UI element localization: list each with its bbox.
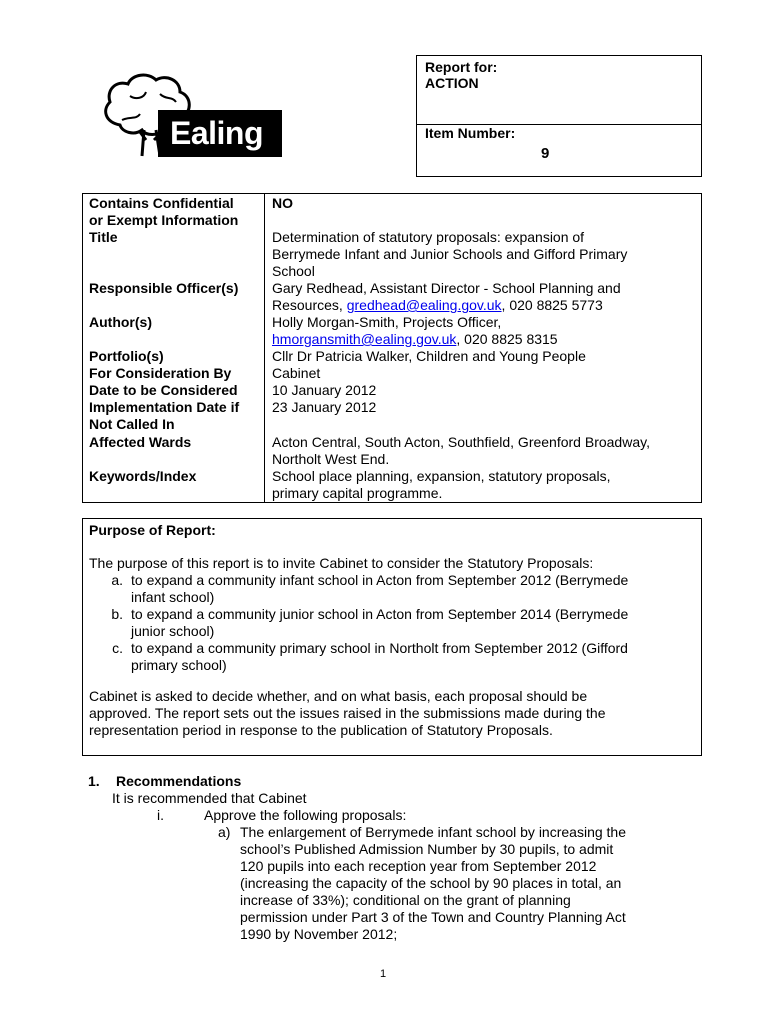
- purpose-item-line: to expand a community junior school in Acton from September 2014 (Berrymede: [131, 606, 629, 622]
- implementation-label: [89, 399, 261, 433]
- officer-value-line: Gary Redhead, Assistant Director - School Planning and: [272, 280, 621, 296]
- wards-label: Affected Wards: [89, 434, 192, 450]
- wards-value-line: Northolt West End.: [272, 451, 390, 467]
- recommendations-intro: It is recommended that Cabinet: [112, 790, 307, 806]
- report-for-label: Report for:: [425, 59, 498, 75]
- portfolio-label: Portfolio(s): [89, 348, 164, 364]
- ealing-logo: [100, 70, 282, 160]
- purpose-item-line: to expand a community primary school in Northolt from September 2012 (Gifford: [131, 640, 628, 656]
- implementation-value: 23 January 2012: [272, 399, 377, 415]
- purpose-closing-line: approved. The report sets out the issues raised in the submissions made during the: [89, 705, 606, 721]
- purpose-item-marker: a.: [111, 572, 123, 588]
- title-value-line: School: [272, 263, 315, 279]
- recommendation-line: (increasing the capacity of the school by 90 places in total, an: [240, 875, 622, 891]
- purpose-intro: The purpose of this report is to invite Cabinet to consider the Statutory Proposals:: [89, 555, 594, 571]
- report-box: [416, 55, 702, 177]
- recommendations-heading: Recommendations: [116, 773, 242, 789]
- date-label: Date to be Considered: [89, 382, 238, 398]
- purpose-closing-line: Cabinet is asked to decide whether, and on what basis, each proposal should be: [89, 688, 588, 704]
- title-value-line: Berrymede Infant and Junior Schools and Gifford Primary: [272, 246, 628, 262]
- consideration-label: For Consideration By: [89, 365, 232, 381]
- keywords-value-line: School place planning, expansion, statutory proposals,: [272, 468, 611, 484]
- table-column-divider: [264, 194, 265, 502]
- purpose-item-marker: c.: [112, 640, 123, 656]
- implementation-label-line: Not Called In: [89, 416, 175, 432]
- report-for-value: ACTION: [425, 75, 479, 91]
- confidential-label-line: Contains Confidential: [89, 195, 234, 211]
- officer-phone: , 020 8825 5773: [501, 297, 603, 313]
- consideration-value: Cabinet: [272, 365, 321, 381]
- recommendation-line: The enlargement of Berrymede infant school by increasing the: [240, 824, 626, 840]
- author-value-line: [272, 331, 700, 348]
- author-email-link[interactable]: hmorgansmith@ealing.gov.uk: [272, 331, 457, 347]
- recommendations-number: 1.: [88, 773, 100, 789]
- logo-wordmark: Ealing: [158, 110, 282, 157]
- purpose-closing: [89, 688, 693, 739]
- author-label: Author(s): [89, 314, 152, 330]
- purpose-box: [82, 518, 702, 756]
- officer-value-line: [272, 297, 700, 314]
- date-value: 10 January 2012: [272, 382, 377, 398]
- keywords-value: [272, 468, 700, 502]
- purpose-item-line: primary school): [131, 657, 227, 673]
- title-value-line: Determination of statutory proposals: expansion of: [272, 229, 585, 245]
- purpose-item-text: [131, 640, 691, 674]
- info-table: [82, 193, 702, 503]
- wards-value-line: Acton Central, South Acton, Southfield, Greenford Broadway,: [272, 434, 650, 450]
- keywords-value-line: primary capital programme.: [272, 485, 443, 501]
- page-number: 1: [380, 968, 387, 980]
- recommendation-line: permission under Part 3 of the Town and Country Planning Act: [240, 909, 626, 925]
- author-value-line: Holly Morgan-Smith, Projects Officer,: [272, 314, 502, 330]
- title-label: Title: [89, 229, 118, 245]
- recommendation-line: 1990 by November 2012;: [240, 926, 398, 942]
- officer-label: Responsible Officer(s): [89, 280, 239, 296]
- confidential-value: NO: [272, 195, 293, 211]
- confidential-label-line: or Exempt Information: [89, 212, 239, 228]
- wards-value: [272, 434, 700, 468]
- officer-email-link[interactable]: gredhead@ealing.gov.uk: [346, 297, 502, 313]
- purpose-item-marker: b.: [111, 606, 123, 622]
- recommendations-roman: i.: [157, 807, 164, 823]
- implementation-label-line: Implementation Date if: [89, 399, 240, 415]
- author-phone: , 020 8825 8315: [456, 331, 558, 347]
- purpose-item-line: infant school): [131, 589, 215, 605]
- purpose-closing-line: representation period in response to the publication of Statutory Proposals.: [89, 722, 553, 738]
- purpose-item: [105, 606, 695, 640]
- recommendations-sub-marker: a): [218, 824, 231, 840]
- portfolio-value: Cllr Dr Patricia Walker, Children and Young People: [272, 348, 586, 364]
- purpose-item: [105, 572, 695, 606]
- keywords-label: Keywords/Index: [89, 468, 197, 484]
- author-value: [272, 314, 700, 348]
- item-number-label: Item Number:: [425, 125, 516, 141]
- purpose-item: [105, 640, 695, 674]
- recommendation-a-text: [240, 824, 700, 943]
- purpose-item-line: to expand a community infant school in Acton from September 2012 (Berrymede: [131, 572, 629, 588]
- recommendation-line: 120 pupils into each reception year from September 2012: [240, 858, 597, 874]
- item-number-value: 9: [541, 145, 550, 162]
- officer-prefix: Resources,: [272, 297, 347, 313]
- purpose-item-text: [131, 606, 691, 640]
- confidential-label: [89, 195, 261, 229]
- purpose-item-text: [131, 572, 691, 606]
- title-value: [272, 229, 700, 280]
- recommendation-line: increase of 33%); conditional on the grant of planning: [240, 892, 571, 908]
- recommendations-approve: Approve the following proposals:: [204, 807, 407, 823]
- purpose-item-line: junior school): [131, 623, 215, 639]
- recommendation-line: school’s Published Admission Number by 30 pupils, to admit: [240, 841, 614, 857]
- officer-value: [272, 280, 700, 314]
- purpose-heading: Purpose of Report:: [89, 522, 216, 538]
